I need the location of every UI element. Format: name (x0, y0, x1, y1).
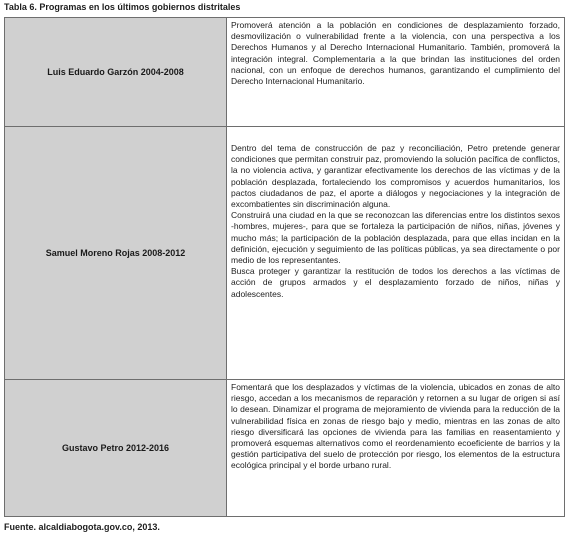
description-paragraph: Dentro del tema de construcción de paz y reconciliación, Petro pretende generar condiciones que permitan construir paz, promoviendo la solución pacífica de conflictos, la no violencia activa, y garantizar efectivamente los derechos de las víctimas y de la población desplazada, fortaleciendo los compromisos y acuerdos humanitarios, los pactos ciudadanos de paz, el aporte a diálogos y negociaciones y la integración de excombatientes sin discriminación alguna. (231, 143, 560, 210)
description-paragraph: Busca proteger y garantizar la restitución de todos los derechos a las víctimas de acción de grupos armados y el desplazamiento forzado de niños, niñas y adolescentes. (231, 266, 560, 299)
table-row-description (227, 18, 564, 126)
description-paragraph: Fomentará que los desplazados y víctimas de la violencia, ubicados en zonas de alto riesgo, accedan a los mecanismos de reparación y retornen a su lugar de origen si así lo desean. Dinamizar el programa de mejoramiento de vivienda para la reducción de la vulnerabilidad física en zonas de riesgo bajo y medio, mientras en las zonas de alto riesgo diversificará las opciones de vivienda para las familias en reasentamiento y promoverá esquemas alternativos como el reordenamiento ecoeficiente de barrios y la gestión participativa del suelo de protección por riesgo, los elementos de la estructura ecológica principal y el borde urbano rural. (231, 382, 560, 471)
table-caption: Tabla 6. Programas en los últimos gobiernos distritales (4, 2, 241, 12)
table-row-name: Samuel Moreno Rojas 2008-2012 (5, 126, 227, 379)
description-paragraph: Promoverá atención a la población en condiciones de desplazamiento forzado, desmovilización o vulnerabilidad frente a la violencia, con una perspectiva a los Derechos Humanos y al Derecho Internacional Humanitario. También, promoverá la integración integral. Complementaria a la que brindan las instituciones del orden nacional, con un enfoque de derechos humanos, garantizando el cumplimiento del Derecho Internacional Humanitario. (231, 20, 560, 87)
description-paragraph: Construirá una ciudad en la que se reconozcan las diferencias entre los distintos sexos -hombres, mujeres-, para que se fortaleza la participación de niños, niñas, jóvenes y mucho más; la participación de la población desplazada, para que ellas incidan en la definición, ejecución y seguimiento de las políticas públicas, ya sea directamente o por medio de los representantes. (231, 210, 560, 266)
table-row-name: Luis Eduardo Garzón 2004-2008 (5, 18, 227, 126)
programs-table (4, 17, 565, 517)
table-row-name: Gustavo Petro 2012-2016 (5, 379, 227, 516)
source-note: Fuente. alcaldiabogota.gov.co, 2013. (4, 522, 160, 532)
table-row-description (227, 379, 564, 516)
table-row-description (227, 126, 564, 379)
